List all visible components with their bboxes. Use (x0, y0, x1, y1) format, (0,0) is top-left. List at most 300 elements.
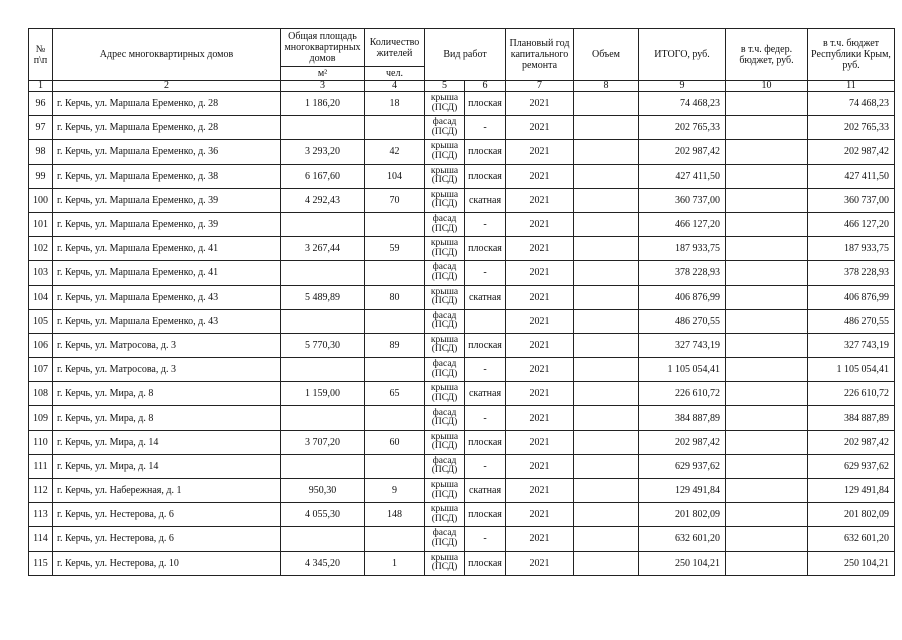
area-cell (281, 116, 365, 140)
area-cell: 3 267,44 (281, 237, 365, 261)
column-number: 10 (726, 81, 808, 92)
table-row (29, 92, 895, 116)
federal-cell (726, 333, 808, 357)
work-doc: (ПСД) (431, 344, 458, 355)
work-cell (425, 333, 465, 357)
area-cell: 5 770,30 (281, 333, 365, 357)
year-cell: 2021 (506, 116, 574, 140)
residents-cell (365, 527, 425, 551)
table-row (29, 237, 895, 261)
work-doc: (ПСД) (431, 320, 458, 331)
regional-cell: 360 737,00 (808, 188, 895, 212)
regional-cell: 406 876,99 (808, 285, 895, 309)
work-doc: (ПСД) (431, 199, 458, 210)
area-cell: 4 292,43 (281, 188, 365, 212)
regional-cell: 202 987,42 (808, 430, 895, 454)
roof-type-cell: скатная (465, 188, 506, 212)
roof-type-cell: плоская (465, 164, 506, 188)
area-cell: 3 293,20 (281, 140, 365, 164)
work-kind: крыша (430, 431, 459, 442)
federal-cell (726, 116, 808, 140)
regional-cell: 226 610,72 (808, 382, 895, 406)
row-number-cell: 114 (29, 527, 53, 551)
row-number-cell: 106 (29, 333, 53, 357)
area-cell (281, 358, 365, 382)
total-cell: 629 937,62 (639, 454, 726, 478)
year-cell: 2021 (506, 430, 574, 454)
work-cell (425, 454, 465, 478)
work-kind: фасад (432, 117, 457, 128)
work-kind: крыша (430, 383, 459, 394)
federal-cell (726, 237, 808, 261)
volume-cell (574, 140, 639, 164)
roof-type-cell: скатная (465, 285, 506, 309)
row-number-cell: 108 (29, 382, 53, 406)
table-row (29, 188, 895, 212)
header-residents: Количество жителей (365, 29, 425, 67)
work-kind: фасад (432, 528, 457, 539)
row-number-cell: 115 (29, 551, 53, 575)
row-number-cell: 112 (29, 479, 53, 503)
table-row (29, 551, 895, 575)
regional-cell: 1 105 054,41 (808, 358, 895, 382)
total-cell: 486 270,55 (639, 309, 726, 333)
work-doc: (ПСД) (431, 513, 458, 524)
row-number-cell: 111 (29, 454, 53, 478)
volume-cell (574, 212, 639, 236)
roof-type-cell: скатная (465, 479, 506, 503)
work-cell (425, 551, 465, 575)
table-row (29, 164, 895, 188)
volume-cell (574, 309, 639, 333)
volume-cell (574, 382, 639, 406)
column-number: 8 (574, 81, 639, 92)
federal-cell (726, 285, 808, 309)
work-cell (425, 430, 465, 454)
work-kind: крыша (430, 189, 459, 200)
volume-cell (574, 406, 639, 430)
area-cell: 4 345,20 (281, 551, 365, 575)
table-header (29, 29, 895, 92)
year-cell: 2021 (506, 164, 574, 188)
area-cell (281, 261, 365, 285)
work-doc: (ПСД) (431, 392, 458, 403)
table-row (29, 140, 895, 164)
row-number-cell: 101 (29, 212, 53, 236)
address-cell: г. Керчь, ул. Матросова, д. 3 (53, 333, 281, 357)
row-number-cell: 109 (29, 406, 53, 430)
volume-cell (574, 479, 639, 503)
work-kind: фасад (432, 310, 457, 321)
document-sheet (28, 28, 895, 576)
address-cell: г. Керчь, ул. Мира, д. 14 (53, 454, 281, 478)
address-cell: г. Керчь, ул. Мира, д. 14 (53, 430, 281, 454)
work-doc: (ПСД) (431, 465, 458, 476)
year-cell: 2021 (506, 527, 574, 551)
total-cell: 360 737,00 (639, 188, 726, 212)
column-number: 4 (365, 81, 425, 92)
volume-cell (574, 237, 639, 261)
year-cell: 2021 (506, 140, 574, 164)
year-cell: 2021 (506, 261, 574, 285)
row-number-cell: 96 (29, 92, 53, 116)
total-cell: 427 411,50 (639, 164, 726, 188)
residents-cell: 18 (365, 92, 425, 116)
address-cell: г. Керчь, ул. Набережная, д. 1 (53, 479, 281, 503)
regional-cell: 187 933,75 (808, 237, 895, 261)
residents-cell (365, 358, 425, 382)
work-cell (425, 358, 465, 382)
work-kind: крыша (430, 165, 459, 176)
table-row (29, 261, 895, 285)
volume-cell (574, 285, 639, 309)
work-kind: фасад (432, 407, 457, 418)
volume-cell (574, 92, 639, 116)
federal-cell (726, 479, 808, 503)
header-number: № п\п (29, 29, 53, 81)
row-number-cell: 105 (29, 309, 53, 333)
table-row (29, 358, 895, 382)
volume-cell (574, 358, 639, 382)
regional-cell: 427 411,50 (808, 164, 895, 188)
volume-cell (574, 164, 639, 188)
table-row (29, 527, 895, 551)
row-number-cell: 110 (29, 430, 53, 454)
roof-type-cell: плоская (465, 430, 506, 454)
column-number: 11 (808, 81, 895, 92)
table-row (29, 430, 895, 454)
work-kind: крыша (430, 334, 459, 345)
regional-cell: 629 937,62 (808, 454, 895, 478)
federal-cell (726, 164, 808, 188)
work-doc: (ПСД) (431, 247, 458, 258)
residents-cell: 104 (365, 164, 425, 188)
column-number: 2 (53, 81, 281, 92)
repair-plan-table (28, 28, 895, 576)
roof-type-cell: - (465, 261, 506, 285)
total-cell: 378 228,93 (639, 261, 726, 285)
work-cell (425, 261, 465, 285)
residents-cell (365, 116, 425, 140)
address-cell: г. Керчь, ул. Маршала Еременко, д. 41 (53, 261, 281, 285)
roof-type-cell: - (465, 212, 506, 236)
area-cell: 3 707,20 (281, 430, 365, 454)
table-row (29, 309, 895, 333)
total-cell: 327 743,19 (639, 333, 726, 357)
residents-cell: 60 (365, 430, 425, 454)
residents-cell: 9 (365, 479, 425, 503)
work-doc: (ПСД) (431, 175, 458, 186)
work-kind: фасад (432, 455, 457, 466)
work-doc: (ПСД) (431, 441, 458, 452)
work-doc: (ПСД) (431, 417, 458, 428)
year-cell: 2021 (506, 503, 574, 527)
work-kind: крыша (430, 480, 459, 491)
residents-cell (365, 454, 425, 478)
header-address: Адрес многоквартирных домов (53, 29, 281, 81)
area-cell: 5 489,89 (281, 285, 365, 309)
work-cell (425, 527, 465, 551)
work-doc: (ПСД) (431, 368, 458, 379)
regional-cell: 486 270,55 (808, 309, 895, 333)
header-residents-unit: чел. (365, 67, 425, 81)
roof-type-cell: - (465, 454, 506, 478)
federal-cell (726, 212, 808, 236)
year-cell: 2021 (506, 551, 574, 575)
work-kind: крыша (430, 286, 459, 297)
total-cell: 384 887,89 (639, 406, 726, 430)
row-number-cell: 103 (29, 261, 53, 285)
area-cell: 6 167,60 (281, 164, 365, 188)
address-cell: г. Керчь, ул. Маршала Еременко, д. 36 (53, 140, 281, 164)
work-doc: (ПСД) (431, 223, 458, 234)
total-cell: 226 610,72 (639, 382, 726, 406)
work-cell (425, 140, 465, 164)
year-cell: 2021 (506, 358, 574, 382)
roof-type-cell: плоская (465, 92, 506, 116)
work-kind: крыша (430, 504, 459, 515)
work-kind: крыша (430, 238, 459, 249)
area-cell: 4 055,30 (281, 503, 365, 527)
total-cell: 250 104,21 (639, 551, 726, 575)
work-doc: (ПСД) (431, 150, 458, 161)
roof-type-cell: плоская (465, 333, 506, 357)
address-cell: г. Керчь, ул. Маршала Еременко, д. 28 (53, 92, 281, 116)
volume-cell (574, 527, 639, 551)
row-number-cell: 99 (29, 164, 53, 188)
row-number-cell: 104 (29, 285, 53, 309)
residents-cell (365, 406, 425, 430)
volume-cell (574, 333, 639, 357)
address-cell: г. Керчь, ул. Мира, д. 8 (53, 406, 281, 430)
area-cell (281, 309, 365, 333)
regional-cell: 378 228,93 (808, 261, 895, 285)
address-cell: г. Керчь, ул. Маршала Еременко, д. 28 (53, 116, 281, 140)
volume-cell (574, 261, 639, 285)
table-row (29, 285, 895, 309)
residents-cell: 59 (365, 237, 425, 261)
address-cell: г. Керчь, ул. Маршала Еременко, д. 38 (53, 164, 281, 188)
total-cell: 202 987,42 (639, 430, 726, 454)
column-number-row (29, 81, 895, 92)
header-area-unit: м² (281, 67, 365, 81)
area-cell (281, 527, 365, 551)
address-cell: г. Керчь, ул. Маршала Еременко, д. 39 (53, 212, 281, 236)
row-number-cell: 98 (29, 140, 53, 164)
roof-type-cell: плоская (465, 237, 506, 261)
residents-cell: 42 (365, 140, 425, 164)
header-total: ИТОГО, руб. (639, 29, 726, 81)
regional-cell: 384 887,89 (808, 406, 895, 430)
total-cell: 187 933,75 (639, 237, 726, 261)
federal-cell (726, 92, 808, 116)
address-cell: г. Керчь, ул. Матросова, д. 3 (53, 358, 281, 382)
address-cell: г. Керчь, ул. Нестерова, д. 6 (53, 503, 281, 527)
table-row (29, 479, 895, 503)
year-cell: 2021 (506, 285, 574, 309)
federal-cell (726, 140, 808, 164)
roof-type-cell: плоская (465, 140, 506, 164)
total-cell: 202 765,33 (639, 116, 726, 140)
residents-cell: 1 (365, 551, 425, 575)
year-cell: 2021 (506, 333, 574, 357)
row-number-cell: 100 (29, 188, 53, 212)
year-cell: 2021 (506, 92, 574, 116)
table-row (29, 333, 895, 357)
residents-cell: 70 (365, 188, 425, 212)
year-cell: 2021 (506, 212, 574, 236)
federal-cell (726, 430, 808, 454)
table-row (29, 454, 895, 478)
volume-cell (574, 503, 639, 527)
residents-cell (365, 309, 425, 333)
area-cell (281, 212, 365, 236)
regional-cell: 202 765,33 (808, 116, 895, 140)
regional-cell: 202 987,42 (808, 140, 895, 164)
federal-cell (726, 358, 808, 382)
volume-cell (574, 188, 639, 212)
table-row (29, 503, 895, 527)
total-cell: 406 876,99 (639, 285, 726, 309)
regional-cell: 250 104,21 (808, 551, 895, 575)
roof-type-cell (465, 309, 506, 333)
address-cell: г. Керчь, ул. Маршала Еременко, д. 43 (53, 309, 281, 333)
area-cell (281, 406, 365, 430)
column-number: 1 (29, 81, 53, 92)
residents-cell (365, 212, 425, 236)
header-regional: в т.ч. бюджет Республики Крым, руб. (808, 29, 895, 81)
work-doc: (ПСД) (431, 489, 458, 500)
federal-cell (726, 188, 808, 212)
address-cell: г. Керчь, ул. Маршала Еременко, д. 43 (53, 285, 281, 309)
roof-type-cell: - (465, 406, 506, 430)
table-body (29, 92, 895, 576)
volume-cell (574, 116, 639, 140)
total-cell: 74 468,23 (639, 92, 726, 116)
volume-cell (574, 430, 639, 454)
table-row (29, 406, 895, 430)
column-number: 7 (506, 81, 574, 92)
row-number-cell: 107 (29, 358, 53, 382)
total-cell: 202 987,42 (639, 140, 726, 164)
year-cell: 2021 (506, 454, 574, 478)
header-work-type: Вид работ (425, 29, 506, 81)
roof-type-cell: - (465, 527, 506, 551)
year-cell: 2021 (506, 309, 574, 333)
work-doc: (ПСД) (431, 271, 458, 282)
work-doc: (ПСД) (431, 102, 458, 113)
header-area: Общая площадь многоквартирных домов (281, 29, 365, 67)
federal-cell (726, 527, 808, 551)
federal-cell (726, 261, 808, 285)
year-cell: 2021 (506, 382, 574, 406)
work-cell (425, 503, 465, 527)
header-year: Плановый год капитального ремонта (506, 29, 574, 81)
work-cell (425, 92, 465, 116)
area-cell: 950,30 (281, 479, 365, 503)
address-cell: г. Керчь, ул. Нестерова, д. 6 (53, 527, 281, 551)
row-number-cell: 102 (29, 237, 53, 261)
year-cell: 2021 (506, 479, 574, 503)
work-cell (425, 188, 465, 212)
address-cell: г. Керчь, ул. Нестерова, д. 10 (53, 551, 281, 575)
regional-cell: 74 468,23 (808, 92, 895, 116)
regional-cell: 129 491,84 (808, 479, 895, 503)
area-cell (281, 454, 365, 478)
residents-cell: 89 (365, 333, 425, 357)
roof-type-cell: скатная (465, 382, 506, 406)
total-cell: 632 601,20 (639, 527, 726, 551)
table-row (29, 212, 895, 236)
address-cell: г. Керчь, ул. Маршала Еременко, д. 41 (53, 237, 281, 261)
area-cell: 1 159,00 (281, 382, 365, 406)
volume-cell (574, 454, 639, 478)
regional-cell: 201 802,09 (808, 503, 895, 527)
address-cell: г. Керчь, ул. Мира, д. 8 (53, 382, 281, 406)
work-cell (425, 406, 465, 430)
regional-cell: 466 127,20 (808, 212, 895, 236)
header-volume: Объем (574, 29, 639, 81)
year-cell: 2021 (506, 237, 574, 261)
roof-type-cell: - (465, 358, 506, 382)
work-kind: фасад (432, 214, 457, 225)
area-cell: 1 186,20 (281, 92, 365, 116)
volume-cell (574, 551, 639, 575)
table-row (29, 116, 895, 140)
address-cell: г. Керчь, ул. Маршала Еременко, д. 39 (53, 188, 281, 212)
work-doc: (ПСД) (431, 537, 458, 548)
federal-cell (726, 406, 808, 430)
residents-cell: 80 (365, 285, 425, 309)
total-cell: 129 491,84 (639, 479, 726, 503)
federal-cell (726, 454, 808, 478)
row-number-cell: 97 (29, 116, 53, 140)
row-number-cell: 113 (29, 503, 53, 527)
work-kind: крыша (430, 141, 459, 152)
table-row (29, 382, 895, 406)
work-cell (425, 285, 465, 309)
residents-cell: 148 (365, 503, 425, 527)
work-doc: (ПСД) (431, 562, 458, 573)
column-number: 6 (465, 81, 506, 92)
column-number: 3 (281, 81, 365, 92)
work-kind: крыша (430, 93, 459, 104)
work-cell (425, 116, 465, 140)
residents-cell (365, 261, 425, 285)
work-cell (425, 309, 465, 333)
work-cell (425, 212, 465, 236)
federal-cell (726, 382, 808, 406)
work-kind: фасад (432, 262, 457, 273)
work-cell (425, 479, 465, 503)
roof-type-cell: плоская (465, 551, 506, 575)
federal-cell (726, 503, 808, 527)
work-cell (425, 382, 465, 406)
regional-cell: 632 601,20 (808, 527, 895, 551)
total-cell: 466 127,20 (639, 212, 726, 236)
work-kind: крыша (430, 552, 459, 563)
federal-cell (726, 551, 808, 575)
year-cell: 2021 (506, 188, 574, 212)
column-number: 5 (425, 81, 465, 92)
federal-cell (726, 309, 808, 333)
year-cell: 2021 (506, 406, 574, 430)
work-cell (425, 164, 465, 188)
work-cell (425, 237, 465, 261)
work-kind: фасад (432, 359, 457, 370)
roof-type-cell: плоская (465, 503, 506, 527)
work-doc: (ПСД) (431, 296, 458, 307)
